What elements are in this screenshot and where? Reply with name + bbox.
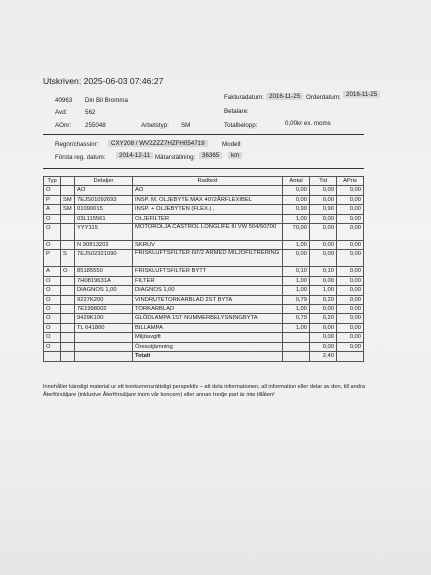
cell-tid: 0,00	[310, 305, 337, 314]
aonr-label: AOnr:	[55, 122, 72, 129]
table-row	[44, 195, 364, 204]
col-header-apris: APris	[337, 177, 364, 186]
cell-radtext: Miljöavgift	[133, 333, 283, 342]
cell-apris: 0,00	[337, 314, 364, 323]
cell-typ: P	[44, 195, 61, 204]
table-row	[44, 205, 364, 214]
cell-antal	[283, 342, 310, 351]
cell-radtext: GLÖDLAMPA 1ST NUMMERBELYSNINGBYTA	[133, 314, 283, 323]
cell-tid: 0,00	[310, 323, 337, 332]
cell-sub	[61, 241, 75, 250]
cell-typ: O	[44, 186, 61, 195]
cell-apris: 0,00	[337, 224, 364, 241]
cell-typ: O	[44, 241, 61, 250]
arbetstyp-value: SM	[181, 122, 191, 129]
col-header-radtext: Radtext	[133, 177, 283, 186]
table-row	[44, 214, 364, 223]
cell-tid: 0,00	[310, 241, 337, 250]
cell-detaljer	[75, 342, 133, 351]
cell-radtext: MOTOROLJA CASTROL LONGLIFE III VW 504/50700	[133, 224, 283, 241]
cell-apris: 0,00	[337, 186, 364, 195]
cell-antal: 70,00	[283, 224, 310, 241]
cell-tid: 0,10	[310, 267, 337, 276]
cell-tid: 0,00	[310, 214, 337, 223]
cell-antal	[283, 333, 310, 342]
cell-antal: 0,79	[283, 295, 310, 304]
cell-detaljer: YYY115	[75, 224, 133, 241]
cell-detaljer: 7EJS01092693	[75, 195, 133, 204]
cell-detaljer: 03L115561	[75, 214, 133, 223]
cell-tid: 0,90	[310, 205, 337, 214]
orderdatum-value: 2016-11-25	[343, 91, 380, 98]
totalbelopp-label: Totalbelopp:	[224, 122, 258, 129]
cell-detaljer: AO	[75, 186, 133, 195]
table-row	[44, 267, 364, 276]
total-label: Totalt	[133, 352, 283, 361]
cell-antal: 1,00	[283, 214, 310, 223]
cell-radtext: VINDRUTETORKARBLAD 2ST BYTA	[133, 295, 283, 304]
cell-tid: 0,20	[310, 295, 337, 304]
cell-tid: 0,00	[310, 195, 337, 204]
cell-radtext: FRISKLUFTSFILTER 60'/2 ÅRMED MILJÖFILTRERING	[133, 250, 283, 267]
avd-label: Avd:	[55, 109, 68, 116]
table-row	[44, 323, 364, 332]
table-row	[44, 305, 364, 314]
cell-apris: 0,00	[337, 295, 364, 304]
cell-tid: 0,00	[310, 276, 337, 285]
modell-label: Modell:	[222, 141, 242, 148]
km-unit: km	[228, 152, 242, 159]
cell-apris: 0,00	[337, 250, 364, 267]
cell-typ: O	[44, 323, 61, 332]
customer-name: Din Bil Bromma	[85, 97, 128, 104]
cell-apris: 0,00	[337, 195, 364, 204]
cell-apris: 0,00	[337, 342, 364, 351]
cell-antal: 1,00	[283, 241, 310, 250]
cell-tid: 0,00	[310, 224, 337, 241]
cell-radtext: DIAGNOS 1,00	[133, 286, 283, 295]
cell-tid: 1,00	[310, 286, 337, 295]
cell-typ: O	[44, 314, 61, 323]
cell-antal: 0,00	[283, 186, 310, 195]
cell-apris: 0,00	[337, 333, 364, 342]
col-header-typ: Typ	[44, 177, 61, 186]
printed-timestamp: Utskriven: 2025-06-03 07:46:27	[43, 76, 164, 86]
orderdatum-label: Orderdatum:	[306, 94, 341, 101]
cell-detaljer	[75, 333, 133, 342]
table-row	[44, 333, 364, 342]
cell-radtext: INSP. M. OLJEBYTE MAX 40'/2ÅRFLEXIBEL	[133, 195, 283, 204]
cell-typ: P	[44, 250, 61, 267]
col-header-antal: Antal	[283, 177, 310, 186]
cell-detaljer: 85185550	[75, 267, 133, 276]
matarstallning-value: 36365	[199, 152, 222, 159]
cell-antal: 0,00	[283, 195, 310, 204]
cell-sub: O	[61, 267, 75, 276]
cell-detaljer: TL 641800	[75, 323, 133, 332]
cell-sub	[61, 286, 75, 295]
cell-typ: O	[44, 295, 61, 304]
cell-detaljer: 01090015	[75, 205, 133, 214]
cell-detaljer: 9227K200	[75, 295, 133, 304]
cell-radtext: SKRUV	[133, 241, 283, 250]
fakturadatum-value: 2016-11-25	[266, 93, 303, 100]
col-header-tid: Tid	[310, 177, 337, 186]
total-tid: 2,40	[310, 352, 337, 361]
cell-typ: O	[44, 333, 61, 342]
table-row	[44, 241, 364, 250]
cell-detaljer: DIAGNOS 1,00	[75, 286, 133, 295]
cell-typ: O	[44, 224, 61, 241]
cell-tid: 0,20	[310, 314, 337, 323]
cell-sub	[61, 214, 75, 223]
cell-radtext: INSP. + OLJEBYTEN (FLEX.) ,	[133, 205, 283, 214]
cell-antal: 1,00	[283, 286, 310, 295]
cell-apris: 0,00	[337, 276, 364, 285]
cell-typ: O	[44, 276, 61, 285]
cell-detaljer: 7H0819631A	[75, 276, 133, 285]
cell-detaljer: N 90813202	[75, 241, 133, 250]
table-header-row	[44, 177, 364, 186]
aonr-value: 255048	[85, 122, 106, 129]
cell-sub	[61, 314, 75, 323]
avd-value: 562	[85, 109, 96, 116]
line-items-table	[43, 176, 364, 362]
cell-typ: O	[44, 286, 61, 295]
cell-apris: 0,00	[337, 214, 364, 223]
cell-tid: 0,00	[310, 186, 337, 195]
col-header-detaljer: Detaljer	[75, 177, 133, 186]
cell-radtext: FRISKLUFTSFILTER BYTT	[133, 267, 283, 276]
cell-sub	[61, 342, 75, 351]
fakturadatum-label: Fakturadatum:	[224, 94, 264, 101]
cell-antal: 0,00	[283, 250, 310, 267]
cell-typ: O	[44, 214, 61, 223]
table-row	[44, 250, 364, 267]
cell-radtext: BILLAMPA	[133, 323, 283, 332]
arbetstyp-label: Arbetstyp:	[141, 122, 169, 129]
cell-apris: 0,00	[337, 267, 364, 276]
table-row	[44, 286, 364, 295]
cell-sub	[61, 295, 75, 304]
betalare-label: Betalare:	[224, 108, 249, 115]
cell-antal: 0,10	[283, 267, 310, 276]
cell-sub	[61, 333, 75, 342]
forsta-reg-value: 2014-12-11	[116, 152, 153, 159]
cell-apris: 0,00	[337, 323, 364, 332]
table-row	[44, 342, 364, 351]
cell-apris: 0,00	[337, 241, 364, 250]
cell-sub	[61, 323, 75, 332]
cell-tid: 0,00	[310, 342, 337, 351]
cell-typ: O	[44, 342, 61, 351]
table-row	[44, 224, 364, 241]
cell-radtext: OLJEFILTER	[133, 214, 283, 223]
cell-antal: 0,90	[283, 205, 310, 214]
regnr-value: CXY208 / WV2ZZZ7HZFH054719	[108, 140, 208, 147]
cell-detaljer: 9429K100	[75, 314, 133, 323]
cell-antal: 1,00	[283, 323, 310, 332]
table-row	[44, 276, 364, 285]
total-row	[44, 352, 364, 361]
forsta-reg-label: Första reg. datum:	[55, 154, 106, 161]
cell-typ: O	[44, 305, 61, 314]
cell-sub: SM	[61, 205, 75, 214]
cell-antal: 0,79	[283, 314, 310, 323]
cell-sub	[61, 224, 75, 241]
regnr-label: Regnr/chassinr:	[55, 141, 99, 148]
cell-apris: 0,00	[337, 286, 364, 295]
cell-sub	[61, 276, 75, 285]
cell-radtext: TORKARBLAD	[133, 305, 283, 314]
cell-antal: 1,00	[283, 276, 310, 285]
table-row	[44, 186, 364, 195]
cell-antal: 1,00	[283, 305, 310, 314]
matarstallning-label: Mätarställning:	[155, 154, 196, 161]
cell-tid: 0,00	[310, 250, 337, 267]
cell-detaljer: 7E1998002	[75, 305, 133, 314]
col-header-blank	[61, 177, 75, 186]
cell-apris: 0,00	[337, 305, 364, 314]
cell-sub: S	[61, 250, 75, 267]
cell-typ: A	[44, 205, 61, 214]
divider	[43, 134, 364, 135]
cell-radtext: AO	[133, 186, 283, 195]
cell-radtext: FILTER	[133, 276, 283, 285]
cell-detaljer: 7EJS02321090	[75, 250, 133, 267]
cell-sub: SM	[61, 195, 75, 204]
cell-tid: 0,00	[310, 333, 337, 342]
customer-number: 40963	[55, 97, 73, 104]
table-row	[44, 295, 364, 304]
cell-sub	[61, 305, 75, 314]
confidentiality-notice: Innehåller känsligt material ur ett konkurrensrättsligt perspektiv – att dela informationen, all information eller delar av den, till andra Återförsäljare (inklusive Återförsäljare inom vår koncern) eller annan tredje part är inte tillåten!	[43, 384, 365, 398]
divider	[43, 168, 364, 169]
totalbelopp-value: 0,00kr ex. moms	[285, 120, 331, 127]
cell-sub	[61, 186, 75, 195]
cell-typ: A	[44, 267, 61, 276]
cell-radtext: Öresutjämning	[133, 342, 283, 351]
cell-apris: 0,00	[337, 205, 364, 214]
table-row	[44, 314, 364, 323]
